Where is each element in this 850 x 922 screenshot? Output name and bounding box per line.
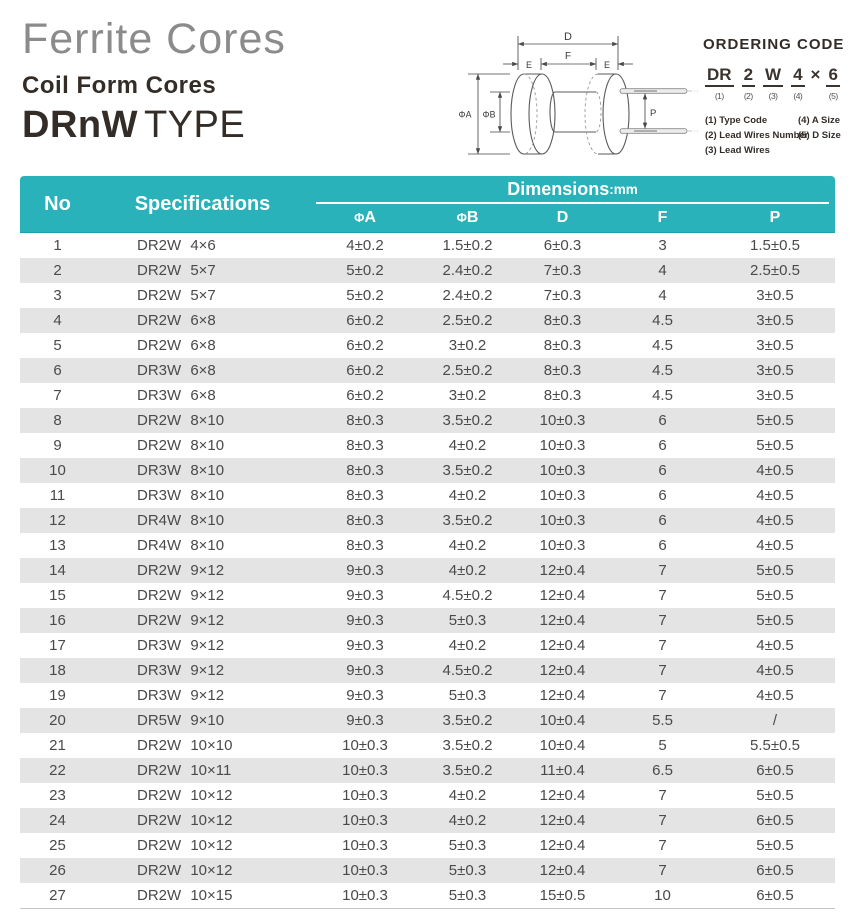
brand-block: [22, 16, 286, 147]
cell-phi-a: 9±0.3: [346, 587, 384, 604]
table-row: [20, 533, 835, 558]
cell-spec: DR2W 6×8: [137, 337, 216, 354]
table-row: [20, 558, 835, 583]
table-row: [20, 883, 835, 908]
cell-spec: DR2W 10×10: [137, 737, 233, 754]
cell-f: 4.5: [652, 312, 673, 329]
cell-phi-b: 3±0.2: [448, 337, 487, 354]
cell-phi-a: 6±0.2: [346, 362, 384, 379]
cell-no: 4: [53, 312, 62, 329]
cell-phi-a: 8±0.3: [346, 462, 384, 479]
cell-phi-b: 4±0.2: [448, 437, 487, 454]
right-flange: [585, 74, 629, 154]
cell-d: 15±0.5: [539, 887, 586, 904]
cell-p: 5±0.5: [756, 562, 794, 579]
dim-label-e-left: E: [525, 60, 533, 70]
table-row: [20, 483, 835, 508]
table-row: [20, 858, 835, 883]
cell-phi-b: 3±0.2: [448, 387, 487, 404]
cell-no: 21: [49, 737, 66, 754]
cell-d: 10±0.4: [539, 737, 586, 754]
cell-spec: DR3W 9×12: [137, 662, 225, 679]
cell-spec: DR5W 9×10: [137, 712, 225, 729]
cell-f: 7: [658, 662, 667, 679]
cell-no: 15: [49, 587, 66, 604]
type-suffix: TYPE: [143, 104, 246, 147]
cell-d: 12±0.4: [539, 687, 586, 704]
dim-label-e-right: E: [603, 60, 611, 70]
cell-phi-a: 6±0.2: [346, 387, 384, 404]
cell-d: 10±0.3: [539, 512, 586, 529]
core-cylinder: [550, 92, 601, 132]
cell-spec: DR3W 8×10: [137, 487, 225, 504]
cell-phi-b: 5±0.3: [448, 887, 487, 904]
cell-phi-b: 2.4±0.2: [442, 287, 493, 304]
drum-core-drawing: [438, 14, 700, 166]
cell-p: 3±0.5: [756, 287, 794, 304]
legend-item: (4) A Size: [798, 115, 841, 126]
table-row: [20, 758, 835, 783]
code-segment-number: (3): [768, 90, 778, 101]
cell-d: 12±0.4: [539, 837, 586, 854]
legend-right-column: [798, 113, 841, 143]
col-header-phi-b: ΦB: [456, 209, 479, 226]
cell-f: 3: [658, 237, 667, 254]
cell-d: 10±0.3: [539, 437, 586, 454]
code-segment-label: DR: [705, 66, 734, 87]
cell-no: 14: [49, 562, 66, 579]
cell-phi-a: 8±0.3: [346, 487, 384, 504]
cell-spec: DR3W 6×8: [137, 387, 216, 404]
dims-subheader-row: [310, 204, 835, 232]
cell-p: 1.5±0.5: [750, 237, 800, 254]
table-row: [20, 308, 835, 333]
cell-no: 12: [49, 512, 66, 529]
cell-p: 3±0.5: [756, 387, 794, 404]
cell-f: 7: [658, 562, 667, 579]
cell-phi-b: 4.5±0.2: [442, 662, 493, 679]
cell-f: 6: [658, 487, 667, 504]
legend-left-column: [705, 113, 808, 158]
cell-f: 4.5: [652, 387, 673, 404]
table-row: [20, 508, 835, 533]
cell-p: 5±0.5: [756, 412, 794, 429]
col-header-no: No: [44, 192, 71, 215]
cell-p: 4±0.5: [756, 462, 794, 479]
cell-spec: DR2W 5×7: [137, 287, 216, 304]
cell-d: 6±0.3: [543, 237, 582, 254]
cell-spec: DR2W 8×10: [137, 437, 225, 454]
cell-no: 11: [49, 487, 66, 504]
cell-no: 24: [49, 812, 66, 829]
table-header: [20, 176, 835, 233]
cell-phi-b: 4±0.2: [448, 787, 487, 804]
cell-no: 26: [49, 862, 66, 879]
cell-f: 4: [658, 262, 667, 279]
page-title: Ferrite Cores: [22, 15, 286, 63]
cell-no: 18: [49, 662, 66, 679]
cell-p: 4±0.5: [756, 687, 794, 704]
legend-item: (1) Type Code: [705, 115, 768, 126]
code-segment: [763, 66, 783, 101]
cell-p: 4±0.5: [756, 637, 794, 654]
cell-d: 12±0.4: [539, 662, 586, 679]
cell-p: 3±0.5: [756, 312, 794, 329]
cell-no: 23: [49, 787, 66, 804]
cell-phi-a: 5±0.2: [346, 287, 384, 304]
cell-phi-b: 3.5±0.2: [442, 737, 493, 754]
cell-p: 3±0.5: [756, 362, 794, 379]
cell-spec: DR2W 8×10: [137, 412, 225, 429]
col-header-f: F: [657, 209, 668, 226]
cell-phi-b: 5±0.3: [448, 612, 487, 629]
cell-f: 7: [658, 687, 667, 704]
cell-d: 7±0.3: [543, 262, 582, 279]
cell-phi-a: 4±0.2: [346, 237, 384, 254]
cell-d: 12±0.4: [539, 787, 586, 804]
cell-no: 6: [53, 362, 62, 379]
cell-no: 3: [53, 287, 62, 304]
cell-no: 22: [49, 762, 66, 779]
cell-spec: DR2W 10×12: [137, 812, 233, 829]
cell-p: /: [772, 712, 778, 729]
cell-d: 8±0.3: [543, 312, 582, 329]
cell-f: 5.5: [652, 712, 673, 729]
cell-no: 2: [53, 262, 62, 279]
cell-phi-a: 9±0.3: [346, 637, 384, 654]
cell-no: 27: [49, 887, 66, 904]
dim-label-p: P: [650, 108, 657, 119]
table-row: [20, 358, 835, 383]
cell-spec: DR4W 8×10: [137, 537, 225, 554]
table-body: [20, 233, 835, 909]
table-row: [20, 283, 835, 308]
legend-item: (2) Lead Wires Number: [705, 130, 809, 141]
spec-table: [20, 176, 835, 909]
cell-p: 3±0.5: [756, 337, 794, 354]
ordering-code-title: ORDERING CODE: [703, 36, 845, 53]
cell-f: 6: [658, 412, 667, 429]
cell-p: 5±0.5: [756, 437, 794, 454]
cell-p: 6±0.5: [756, 887, 794, 904]
cell-phi-b: 4±0.2: [448, 812, 487, 829]
cell-phi-a: 9±0.3: [346, 612, 384, 629]
ordering-code: [705, 66, 850, 101]
cell-spec: DR2W 9×12: [137, 562, 225, 579]
cell-spec: DR2W 9×12: [137, 587, 225, 604]
cell-d: 12±0.4: [539, 812, 586, 829]
cell-spec: DR2W 5×7: [137, 262, 216, 279]
table-row: [20, 408, 835, 433]
cell-no: 5: [53, 337, 62, 354]
cell-phi-b: 3.5±0.2: [442, 512, 493, 529]
cell-phi-b: 3.5±0.2: [442, 462, 493, 479]
cell-phi-a: 6±0.2: [346, 337, 384, 354]
cell-d: 10±0.3: [539, 537, 586, 554]
cell-phi-b: 5±0.3: [448, 687, 487, 704]
cell-spec: DR3W 6×8: [137, 362, 216, 379]
cell-phi-a: 8±0.3: [346, 537, 384, 554]
cell-spec: DR3W 9×12: [137, 687, 225, 704]
cell-phi-b: 5±0.3: [448, 862, 487, 879]
cell-phi-a: 9±0.3: [346, 662, 384, 679]
cell-phi-b: 3.5±0.2: [442, 712, 493, 729]
lead-wires: [620, 89, 698, 134]
code-segment: [705, 66, 734, 101]
cell-phi-b: 2.4±0.2: [442, 262, 493, 279]
cell-f: 7: [658, 587, 667, 604]
dimension-lines: [468, 36, 657, 154]
cell-p: 5±0.5: [756, 587, 794, 604]
ordering-code-block: [703, 36, 850, 156]
cell-spec: DR3W 9×12: [137, 637, 225, 654]
cell-d: 7±0.3: [543, 287, 582, 304]
cell-phi-b: 4±0.2: [448, 637, 487, 654]
table-row: [20, 333, 835, 358]
table-row: [20, 258, 835, 283]
cell-phi-a: 9±0.3: [346, 562, 384, 579]
cell-phi-a: 9±0.3: [346, 687, 384, 704]
col-header-d: D: [556, 209, 569, 226]
core-diagram: [438, 14, 700, 166]
col-header-p: P: [769, 209, 781, 226]
table-row: [20, 458, 835, 483]
dims-unit: :mm: [609, 181, 638, 197]
dim-label-f: F: [564, 51, 572, 62]
cell-no: 9: [53, 437, 62, 454]
cell-f: 6: [658, 462, 667, 479]
cell-f: 6: [658, 437, 667, 454]
cell-d: 12±0.4: [539, 587, 586, 604]
cell-no: 7: [53, 387, 62, 404]
cell-p: 5±0.5: [756, 837, 794, 854]
dims-header-group: [310, 176, 835, 232]
cell-f: 7: [658, 787, 667, 804]
cell-p: 5.5±0.5: [750, 737, 800, 754]
cell-f: 6: [658, 537, 667, 554]
cell-phi-a: 5±0.2: [346, 262, 384, 279]
left-flange: [511, 74, 555, 154]
cell-spec: DR2W 10×12: [137, 862, 233, 879]
cell-f: 10: [654, 887, 671, 904]
cell-no: 20: [49, 712, 66, 729]
cell-spec: DR2W 10×15: [137, 887, 233, 904]
dims-title: Dimensions: [507, 178, 610, 199]
code-segment-number: (2): [743, 90, 753, 101]
cell-f: 6: [658, 512, 667, 529]
cell-f: 7: [658, 637, 667, 654]
dim-label-phi-b: ΦB: [482, 109, 496, 120]
legend-item: (5) D Size: [798, 130, 841, 141]
cell-p: 4±0.5: [756, 662, 794, 679]
table-row: [20, 583, 835, 608]
cell-phi-b: 1.5±0.2: [442, 237, 493, 254]
cell-phi-a: 10±0.3: [342, 762, 388, 779]
cell-phi-b: 4±0.2: [448, 562, 487, 579]
code-segment-number: (5): [828, 90, 838, 101]
cell-f: 4.5: [652, 362, 673, 379]
cell-phi-a: 8±0.3: [346, 512, 384, 529]
cell-phi-b: 3.5±0.2: [442, 412, 493, 429]
cell-phi-b: 4±0.2: [448, 487, 487, 504]
code-segment: [809, 66, 823, 91]
dim-label-d: D: [564, 31, 572, 43]
cell-p: 5±0.5: [756, 787, 794, 804]
cell-d: 8±0.3: [543, 387, 582, 404]
cell-spec: DR2W 10×12: [137, 787, 233, 804]
cell-phi-a: 9±0.3: [346, 712, 384, 729]
cell-d: 8±0.3: [543, 362, 582, 379]
page-subtitle: Coil Form Cores: [22, 72, 217, 100]
cell-phi-b: 4.5±0.2: [442, 587, 493, 604]
dims-header: [316, 176, 829, 204]
cell-f: 5: [658, 737, 667, 754]
table-row: [20, 433, 835, 458]
code-segment: [791, 66, 804, 101]
table-row: [20, 633, 835, 658]
table-row: [20, 658, 835, 683]
code-segment: [826, 66, 839, 101]
table-row: [20, 708, 835, 733]
code-segment-label: 6: [826, 66, 839, 87]
table-row: [20, 233, 835, 258]
cell-p: 2.5±0.5: [750, 262, 800, 279]
cell-no: 16: [49, 612, 66, 629]
cell-no: 8: [53, 412, 62, 429]
cell-spec: DR2W 10×11: [137, 762, 232, 779]
cell-phi-b: 5±0.3: [448, 837, 487, 854]
cell-phi-a: 8±0.3: [346, 412, 384, 429]
cell-phi-b: 4±0.2: [448, 537, 487, 554]
code-segment-number: (1): [714, 90, 724, 101]
cell-no: 10: [49, 462, 66, 479]
cell-d: 12±0.4: [539, 562, 586, 579]
cell-f: 7: [658, 612, 667, 629]
table-row: [20, 683, 835, 708]
cell-phi-a: 8±0.3: [346, 437, 384, 454]
cell-phi-a: 6±0.2: [346, 312, 384, 329]
cell-spec: DR4W 8×10: [137, 512, 225, 529]
cell-d: 10±0.3: [539, 412, 586, 429]
dim-label-phi-a: ΦA: [458, 109, 472, 120]
cell-no: 25: [49, 837, 66, 854]
cell-d: 12±0.4: [539, 612, 586, 629]
col-header-specifications: Specifications: [134, 192, 271, 215]
cell-f: 4.5: [652, 337, 673, 354]
cell-spec: DR2W 6×8: [137, 312, 216, 329]
table-row: [20, 833, 835, 858]
code-segment-label: ×: [810, 65, 821, 84]
cell-spec: DR2W 10×12: [137, 837, 233, 854]
cell-spec: DR2W 4×6: [137, 237, 216, 254]
table-row: [20, 808, 835, 833]
cell-p: 4±0.5: [756, 512, 794, 529]
cell-phi-a: 10±0.3: [342, 837, 388, 854]
cell-phi-a: 10±0.3: [342, 787, 388, 804]
cell-phi-a: 10±0.3: [342, 737, 388, 754]
cell-phi-a: 10±0.3: [342, 812, 388, 829]
cell-p: 4±0.5: [756, 537, 794, 554]
cell-p: 6±0.5: [756, 812, 794, 829]
table-row: [20, 783, 835, 808]
type-name: DRnW: [22, 104, 138, 147]
type-title: [22, 104, 286, 147]
cell-no: 13: [49, 537, 66, 554]
cell-d: 8±0.3: [543, 337, 582, 354]
cell-d: 10±0.3: [539, 487, 586, 504]
cell-spec: DR3W 8×10: [137, 462, 225, 479]
cell-f: 6.5: [652, 762, 673, 779]
cell-f: 7: [658, 862, 667, 879]
table-row: [20, 733, 835, 758]
col-header-phi-a: ΦA: [354, 209, 376, 226]
cell-d: 12±0.4: [539, 637, 586, 654]
table-row: [20, 383, 835, 408]
cell-p: 6±0.5: [756, 862, 794, 879]
cell-spec: DR2W 9×12: [137, 612, 225, 629]
cell-f: 7: [658, 812, 667, 829]
cell-p: 5±0.5: [756, 612, 794, 629]
code-segment: [742, 66, 755, 101]
legend-item: (3) Lead Wires: [705, 145, 770, 156]
cell-phi-b: 2.5±0.2: [442, 362, 493, 379]
table-row: [20, 608, 835, 633]
cell-no: 1: [53, 237, 62, 254]
cell-phi-b: 2.5±0.2: [442, 312, 493, 329]
cell-d: 10±0.4: [539, 712, 586, 729]
cell-p: 6±0.5: [756, 762, 794, 779]
cell-d: 10±0.3: [539, 462, 586, 479]
cell-phi-b: 3.5±0.2: [442, 762, 493, 779]
cell-f: 7: [658, 837, 667, 854]
cell-p: 4±0.5: [756, 487, 794, 504]
code-segment-number: (4): [793, 90, 803, 101]
cell-phi-a: 10±0.3: [342, 887, 388, 904]
code-segment-label: 2: [742, 66, 755, 87]
code-segment-label: W: [763, 66, 783, 87]
cell-phi-a: 10±0.3: [342, 862, 388, 879]
cell-f: 4: [658, 287, 667, 304]
cell-d: 12±0.4: [539, 862, 586, 879]
code-segment-label: 4: [791, 66, 804, 87]
cell-no: 17: [49, 637, 66, 654]
cell-no: 19: [49, 687, 66, 704]
cell-d: 11±0.4: [540, 762, 585, 779]
